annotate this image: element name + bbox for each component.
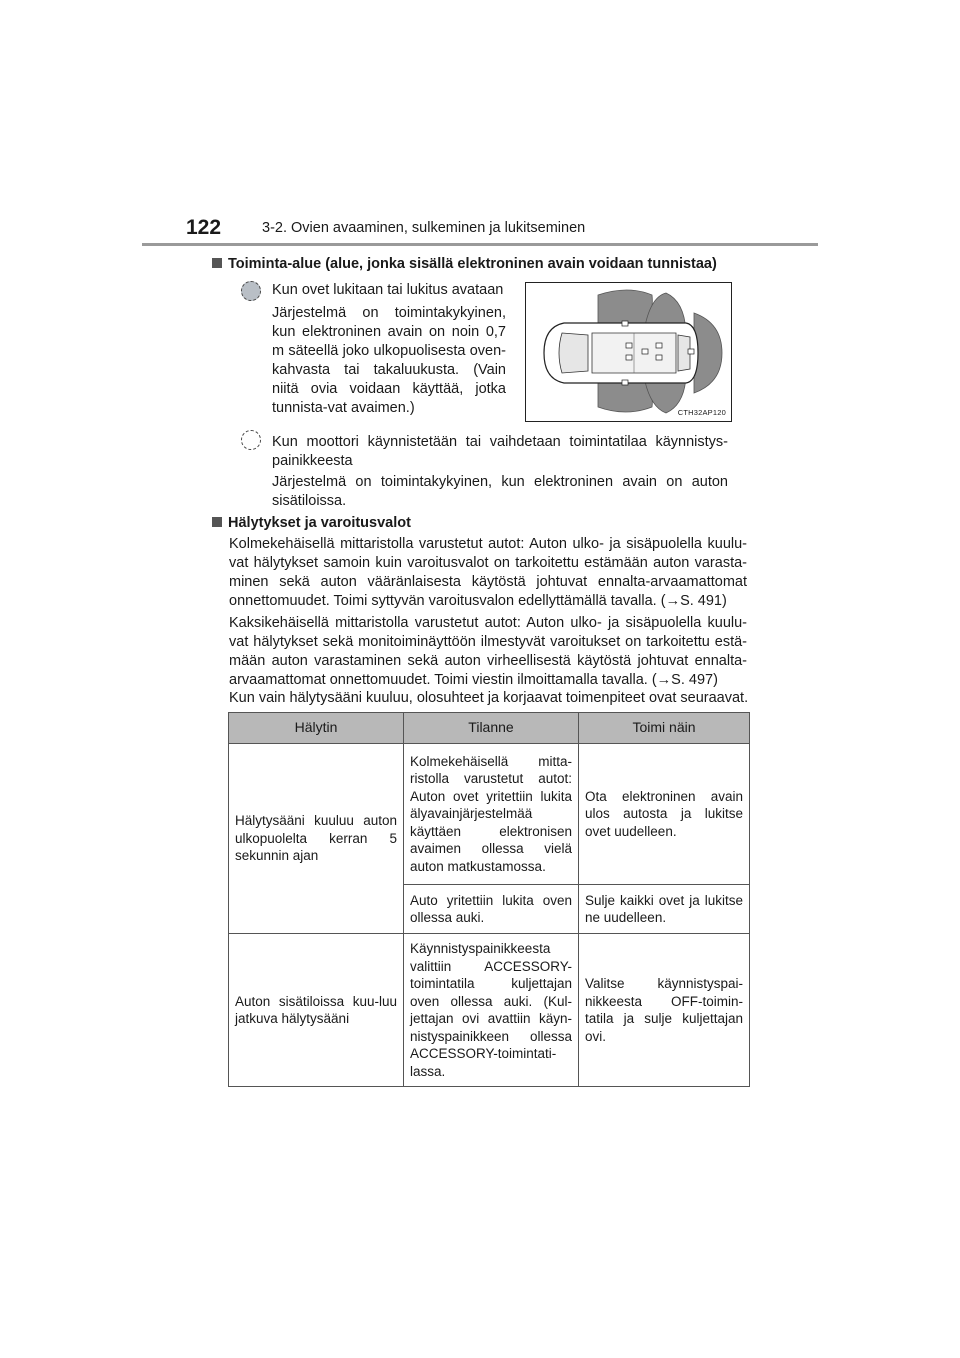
square-bullet-icon [212, 258, 222, 268]
situation-cell: Auto yritettiin lukita oven ollessa auki. [404, 885, 579, 934]
antenna-marker [656, 355, 662, 360]
item1-title: Kun ovet lukitaan tai lukitus avataan [272, 282, 504, 298]
dashed-circle-icon [241, 430, 261, 450]
item1-body: Järjestelmä on toimintakykyinen, kun elektroninen avain on noin 0,7 m säteellä joko ulkopuolisesta oven-kahvasta tai takaluukusta. (Vain niitä ovia voidaan käyttää, jotka tunnista-vat avaimen.) [272, 305, 506, 416]
alarm-cell: Hälytysääni kuuluu auton ulkopuolelta kerran 5 sekunnin ajan [229, 744, 404, 934]
antenna-marker [626, 343, 632, 348]
antenna-marker [642, 349, 648, 354]
dashed-circle-icon [241, 281, 261, 301]
alarm-heading [212, 515, 411, 531]
figure-code: CTH32AP120 [677, 408, 726, 417]
antenna-marker [626, 355, 632, 360]
range-heading [212, 256, 717, 272]
header-divider [142, 243, 818, 246]
range-diagram [525, 282, 732, 422]
table-header-cell: Hälytin [229, 713, 404, 744]
antenna-marker [688, 349, 694, 354]
alarm-paragraph-2: Kaksikehäisellä mittaristolla varustetut autot: Auton ulko- ja sisäpuolella kuulu-vat hälytykset sekä monitoiminäyttöön ilmestyvät varoitukset on tarkoitettu estä-mään auton varastaminen sekä auton virheellisestä käytöstä johtuvat ennalta-arvaamattomat onnettomuudet. Toimi viestin ilmoittamalla tavalla. (→S. 497) [229, 615, 747, 688]
alarm-heading-text: Hälytykset ja varoitusvalot [228, 515, 411, 531]
table-row [229, 744, 750, 885]
action-cell: Ota elektroninen avain ulos autosta ja lukitse ovet uudelleen. [579, 744, 750, 885]
action-cell: Valitse käynnistyspai-nikkeesta OFF-toimin-tatila ja sulje kuljettajan ovi. [579, 934, 750, 1087]
section-title: 3-2. Ovien avaaminen, sulkeminen ja lukitseminen [262, 220, 586, 236]
car-windshield [559, 333, 588, 373]
situation-cell: Kolmekehäisellä mitta-ristolla varustetut autot: Auton ovet yritettiin lukita älyavainjärjestelmää käyttäen elektronisen avaimen ollessa vielä auton matkustamossa. [404, 744, 579, 885]
action-cell: Sulje kaikki ovet ja lukitse ne uudelleen. [579, 885, 750, 934]
item2-title: Kun moottori käynnistetään tai vaihdetaan toimintatilaa käynnistys-painikkeesta [272, 434, 728, 469]
range-heading-text: Toiminta-alue (alue, jonka sisällä elektroninen avain voidaan tunnistaa) [228, 256, 717, 272]
table-header-row [229, 713, 750, 744]
item2-body: Järjestelmä on toimintakykyinen, kun elektroninen avain on auton sisätiloissa. [272, 474, 728, 509]
table-row [229, 934, 750, 1087]
alarm-table [228, 712, 750, 1087]
table-header-cell: Tilanne [404, 713, 579, 744]
square-bullet-icon [212, 517, 222, 527]
situation-cell: Käynnistyspainikkeesta valittiin ACCESSORY-toimintatila kuljettajan oven ollessa auki. (Kul-jettajan ovi avattiin käyn-nistyspainikkeen ollessa ACCESSORY-toimintati-lassa. [404, 934, 579, 1087]
antenna-marker [622, 321, 628, 326]
car-top-view-diagram [526, 283, 731, 421]
antenna-marker [622, 380, 628, 385]
alarm-cell: Auton sisätiloissa kuu-luu jatkuva hälytysääni [229, 934, 404, 1087]
table-header-cell: Toimi näin [579, 713, 750, 744]
antenna-marker [656, 343, 662, 348]
page-number: 122 [186, 216, 222, 239]
alarm-paragraph-3: Kun vain hälytysääni kuuluu, olosuhteet ja korjaavat toimenpiteet ovat seuraavat. [229, 690, 749, 706]
alarm-paragraph-1: Kolmekehäisellä mittaristolla varustetut autot: Auton ulko- ja sisäpuolella kuulu-vat hälytykset samoin kuin varoitusvalot on tarkoitettu estämään auton varasta-minen sekä auton vääränlaisesta käytöstä johtuvat ennalta-arvaamattomat onnettomuudet. Toimi syttyvän varoitusvalon edellyttämällä tavalla. (→S. 491) [229, 536, 747, 609]
